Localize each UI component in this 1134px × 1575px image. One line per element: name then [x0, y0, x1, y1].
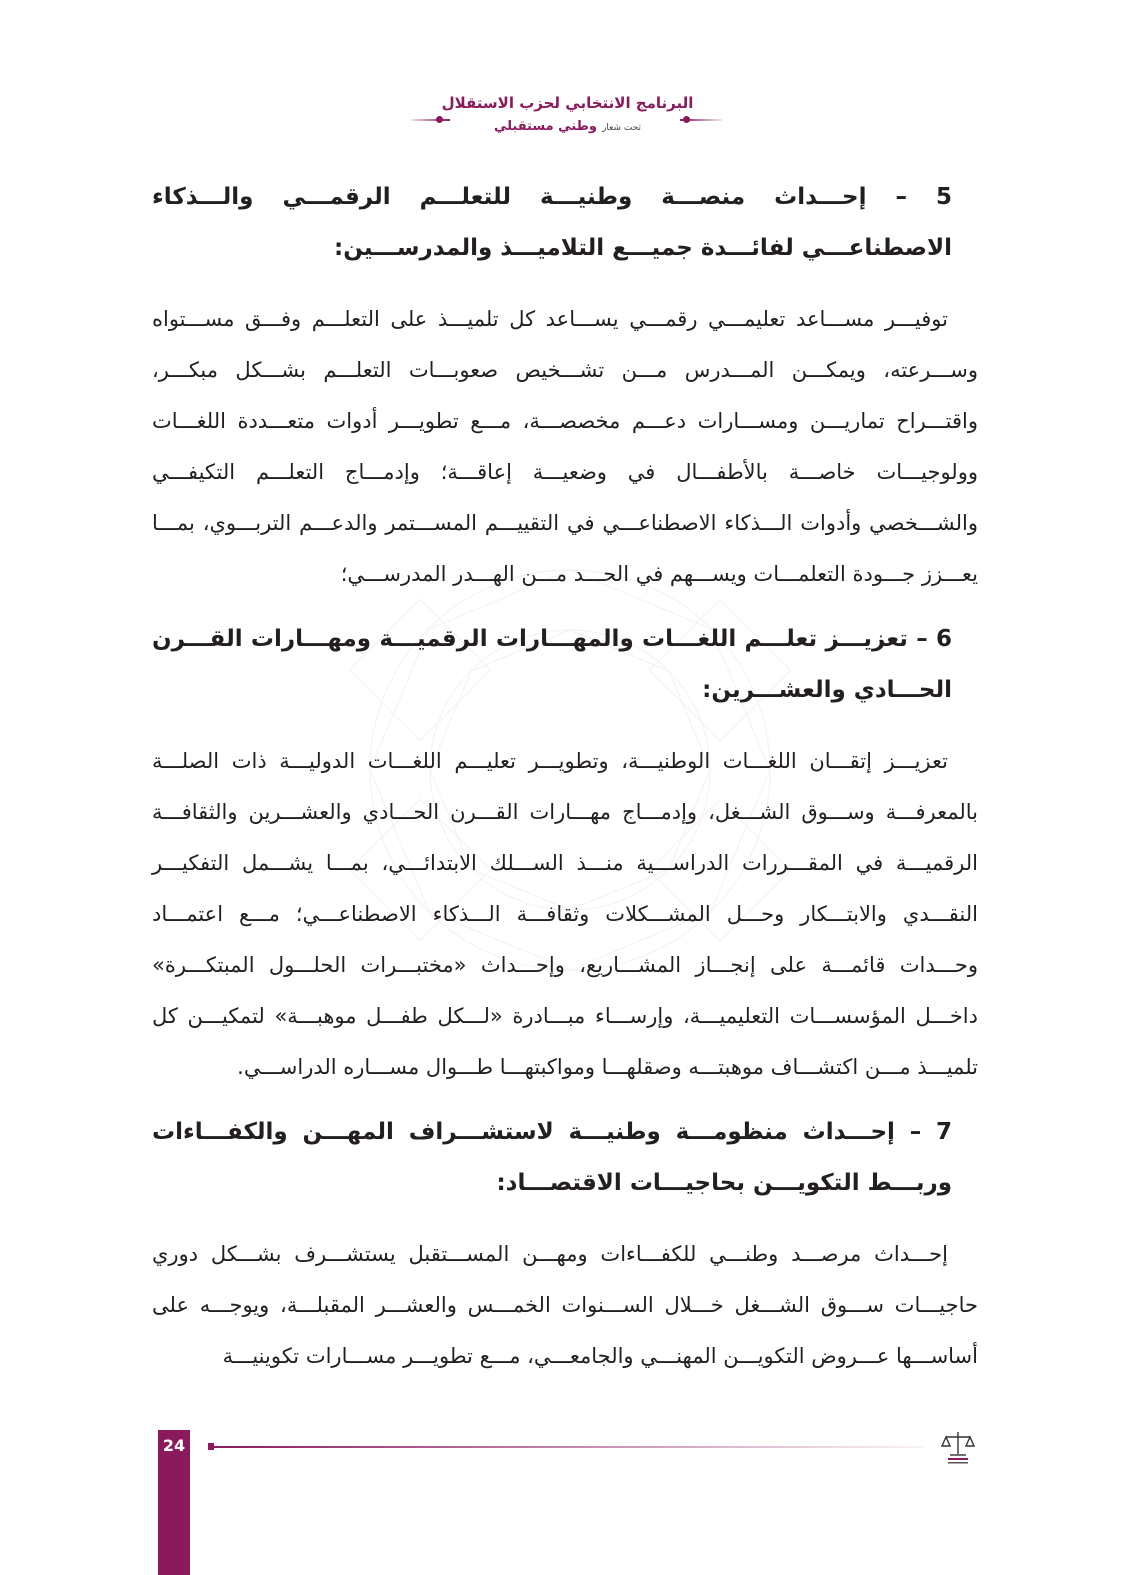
header-rule-left	[410, 119, 450, 121]
section-heading-7: 7 – إحـــداث منظومـــة وطنيـــة لاستشـــراف المهـــن والكفـــاءات وربـــط التكويـــن بحاجيـــات الاقتصـــاد:	[152, 1119, 952, 1196]
header-title: البرنامج الانتخابي لحزب الاستقلال	[441, 94, 694, 112]
header-dot-left	[436, 116, 443, 123]
section-paragraph-6: تعزيـــز إتقـــان اللغـــات الوطنيـــة، وتطويـــر تعليـــم اللغـــات الدوليـــة ذات الصلـــة بالمعرفـــة وســـوق الشـــغل، وإدمـــاج مهـــارات القـــرن الحـــادي والعشـــرين والثقافـــة الرقميـــة في المقـــررات الدراســـية منـــذ الســـلك الابتدائـــي، بمـــا يشـــمل التفكيـــر النقـــدي والابتـــكار وحـــل المشـــكلات وثقافـــة الـــذكاء الاصطناعـــي؛ مـــع اعتمـــاد وحـــدات قائمـــة على إنجـــاز المشـــاريع، وإحـــداث «مختبـــرات الحلـــول المبتكـــرة» داخـــل المؤسســـات التعليميـــة، وإرســـاء مبـــادرة «لـــكل طفـــل موهبـــة» لتمكيـــن كل تلميـــذ مـــن اكتشـــاف موهبتـــه وصقلهـــا ومواكبتهـــا طـــوال مســـاره الدراســـي.	[152, 749, 978, 1079]
section-heading-6: 6 – تعزيـــز تعلـــم اللغـــات والمهـــارات الرقميـــة ومهـــارات القـــرن الحـــادي والعشـــرين:	[152, 626, 952, 703]
document-body	[152, 172, 978, 1382]
header-subtitle-prefix: تحت شعار	[602, 123, 642, 133]
page-number: 24	[162, 1436, 186, 1455]
header-slogan: وطني مستقبلي	[493, 119, 597, 134]
section-paragraph-5: توفيـــر مســـاعد تعليمـــي رقمـــي يســـاعد كل تلميـــذ على التعلـــم وفـــق مســـتواه وســـرعته، ويمكـــن المـــدرس مـــن تشـــخيص صعوبـــات التعلـــم بشـــكل مبكـــر، واقتـــراح تماريـــن ومســـارات دعـــم مخصصـــة، مـــع تطويـــر أدوات متعـــددة اللغـــات وولوجيـــات خاصـــة بالأطفـــال في وضعيـــة إعاقـــة؛ وإدمـــاج التعلـــم التكيفـــي والشـــخصي وأدوات الـــذكاء الاصطناعـــي في التقييـــم المســـتمر والدعـــم التربـــوي، بمـــا يعـــزز جـــودة التعلمـــات ويســـهم في الحـــد مـــن الهـــدر المدرســـي؛	[152, 307, 978, 586]
party-scales-logo-icon	[940, 1428, 976, 1468]
footer-rule	[212, 1446, 924, 1448]
section-heading-5: 5 – إحـــداث منصـــة وطنيـــة للتعلـــم الرقمـــي والـــذكاء الاصطناعـــي لفائـــدة جميـــع التلاميـــذ والمدرســـين:	[152, 184, 952, 261]
header-dot-right	[683, 116, 690, 123]
section-paragraph-7: إحـــداث مرصـــد وطنـــي للكفـــاءات ومهـــن المســـتقبل يستشـــرف بشـــكل دوري حاجيـــات ســـوق الشـــغل خـــلال الســـنوات الخمـــس والعشـــر المقبلـــة، ويوجـــه على أساســـها عـــروض التكويـــن المهنـــي والجامعـــي، مـــع تطويـــر مســـارات تكوينيـــة	[152, 1242, 978, 1368]
